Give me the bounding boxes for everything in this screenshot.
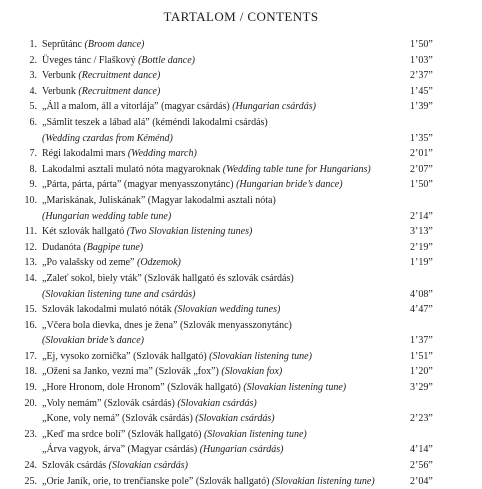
track-title-original: „Árva vagyok, árva” (Magyar csárdás): [42, 444, 198, 456]
track-number: 17.: [24, 350, 37, 362]
track-title-original: „Párta, párta, párta” (magyar menyasszonytánc): [42, 179, 234, 191]
track-number: 18.: [24, 366, 37, 378]
track-title-original: „Kone, voly nemá” (Szlovák csárdás): [42, 413, 193, 425]
track-row: [0, 193, 482, 209]
track-duration: 1’37”: [410, 335, 433, 347]
track-row: [0, 458, 482, 474]
track-row: [0, 53, 482, 69]
track-title: [42, 411, 275, 427]
track-row: [0, 37, 482, 53]
track-number: 24.: [24, 460, 37, 472]
track-row: [0, 177, 482, 193]
track-title-english: (Slovakian csárdás): [106, 460, 188, 472]
track-title-original: „Áll a malom, áll a vitorlája” (magyar csárdás): [42, 101, 230, 113]
track-number: 15.: [24, 304, 37, 316]
track-title-original: „Po valašsky od zeme”: [42, 257, 135, 269]
track-title-english: (Hungarian csárdás): [229, 101, 316, 113]
track-title-english: (Hungarian wedding table tune): [42, 210, 172, 222]
track-title: [42, 255, 181, 271]
track-row: [0, 99, 482, 115]
track-row: [0, 380, 482, 396]
track-title-english: (Odzemok): [134, 257, 181, 269]
track-row: [0, 333, 482, 349]
track-title-original: Szlovák csárdás: [42, 460, 107, 472]
track-row: [0, 287, 482, 303]
track-number: 13.: [24, 257, 37, 269]
track-title: [42, 396, 257, 412]
track-title-original: Szlovák lakodalmi mulató nóták: [42, 304, 172, 316]
track-title: [42, 364, 282, 380]
track-title: [42, 427, 307, 443]
track-title-original: „Oženi sa Janko, vezni ma” (Szlovák „fox”): [42, 366, 219, 378]
track-title-original: Seprűtánc: [42, 39, 82, 50]
track-title-english: (Slovakian fox): [218, 366, 283, 378]
track-title: [42, 240, 143, 256]
track-duration: 4’47”: [410, 304, 433, 316]
track-duration: 2’04”: [410, 475, 433, 487]
track-duration: 2’01”: [410, 148, 433, 160]
track-title-original: „Keď ma srdce bolí” (Szlovák hallgató): [42, 428, 202, 440]
track-title-english: (Two Slovakian listening tunes): [124, 226, 253, 238]
track-duration: 1’45”: [410, 85, 433, 97]
track-row: [0, 396, 482, 412]
track-duration: 4’08”: [410, 288, 433, 300]
track-number: 1.: [29, 39, 37, 50]
track-title: [42, 162, 371, 178]
track-row: [0, 302, 482, 318]
track-duration: 4’14”: [410, 444, 433, 456]
track-duration: 1’51”: [410, 350, 433, 362]
track-title: [42, 380, 346, 396]
track-duration: 1’03”: [410, 54, 433, 66]
track-title-original: Két szlovák hallgató: [42, 226, 125, 238]
track-title-english: (Slovakian csárdás): [174, 397, 257, 409]
track-title-english: (Slovakian listening tune): [206, 350, 312, 362]
track-duration: 1’50”: [410, 179, 433, 191]
track-title: [42, 99, 316, 115]
track-duration: 2’23”: [410, 413, 433, 425]
track-title: [42, 349, 312, 365]
track-title-english: (Recruitment dance): [75, 85, 161, 97]
track-title-original: „Včera bola dievka, dnes je žena” (Szlovák menyasszonytánc): [42, 319, 292, 331]
track-title-original: „Mariskának, Juliskának” (Magyar lakodalmi asztali nóta): [42, 194, 276, 206]
track-number: 9.: [29, 179, 37, 191]
track-duration: 1’19”: [410, 257, 433, 269]
track-row: [0, 84, 482, 100]
track-title-english: (Bottle dance): [135, 54, 196, 66]
track-number: 12.: [24, 241, 37, 253]
track-title: [42, 442, 284, 458]
track-row: [0, 131, 482, 147]
track-row: [0, 318, 482, 334]
track-title-original: „Sámlit teszek a lábad alá” (kéméndi lakodalmi csárdás): [42, 116, 268, 128]
track-duration: 2’07”: [410, 163, 433, 175]
track-duration: 1’20”: [410, 366, 433, 378]
track-row: [0, 68, 482, 84]
track-row: [0, 411, 482, 427]
track-title: [42, 37, 144, 53]
track-title-english: (Slovakian wedding tunes): [171, 304, 281, 316]
track-title-english: (Wedding table tune for Hungarians): [220, 163, 371, 175]
track-title-english: (Slovakian listening tune and csárdás): [42, 288, 196, 300]
track-title: [42, 146, 197, 162]
track-row: [0, 364, 482, 380]
track-row: [0, 209, 482, 225]
track-row: [0, 162, 482, 178]
page-title: TARTALOM / CONTENTS: [163, 9, 319, 24]
track-number: 8.: [29, 163, 37, 175]
track-duration: 1’50”: [410, 39, 433, 50]
track-number: 25.: [24, 475, 37, 487]
track-title-original: „Hore Hronom, dole Hronom” (Szlovák hallgató): [42, 382, 241, 394]
track-title-english: (Slovakian csárdás): [192, 413, 275, 425]
track-title: [42, 458, 188, 474]
track-number: 16.: [24, 319, 37, 331]
track-title: [42, 53, 195, 69]
track-title: [42, 287, 196, 303]
track-title: [42, 209, 171, 225]
track-title-english: (Slovakian listening tune): [269, 475, 375, 487]
track-row: [0, 474, 482, 489]
track-title-original: Verbunk: [42, 85, 76, 97]
track-row: [0, 146, 482, 162]
track-number: 7.: [29, 148, 37, 160]
track-duration: 1’35”: [410, 132, 433, 144]
track-title-english: (Hungarian csárdás): [197, 444, 284, 456]
track-row: [0, 427, 482, 443]
track-title-original: Üveges tánc / Flaškový: [42, 54, 136, 66]
track-duration: 2’14”: [410, 210, 433, 222]
track-number: 6.: [29, 116, 37, 128]
track-title: [42, 115, 268, 131]
track-title-original: „Ej, vysoko zornička” (Szlovák hallgató): [42, 350, 207, 362]
track-title-original: Dudanóta: [42, 241, 81, 253]
track-title: [42, 474, 375, 489]
track-title-original: „Zaleť sokol, biely vták” (Szlovák hallgató és szlovák csárdás): [42, 272, 294, 284]
track-row: [0, 115, 482, 131]
track-row: [0, 240, 482, 256]
track-title: [42, 177, 343, 193]
track-duration: 3’13”: [410, 226, 433, 238]
track-row: [0, 271, 482, 287]
track-title-english: (Slovakian bride’s dance): [42, 335, 145, 347]
track-title-original: „Voly nemám” (Szlovák csárdás): [42, 397, 175, 409]
track-title: [42, 68, 160, 84]
track-title: [42, 333, 144, 349]
track-title-english: (Hungarian bride’s dance): [233, 179, 343, 191]
track-title-original: „Orie Janík, orie, to trenčianske pole” (Szlovák hallgató): [42, 475, 270, 487]
track-duration: 2’37”: [410, 70, 433, 82]
track-title-english: (Wedding march): [125, 148, 197, 160]
track-title-original: Régi lakodalmi mars: [42, 148, 126, 160]
track-duration: 3’29”: [410, 382, 433, 394]
track-title: [42, 224, 252, 240]
track-title: [42, 131, 173, 147]
track-number: 3.: [29, 70, 37, 82]
track-duration: 2’19”: [410, 241, 433, 253]
track-list: [0, 37, 482, 489]
track-row: [0, 255, 482, 271]
track-number: 23.: [24, 428, 37, 440]
track-title: [42, 318, 292, 334]
track-number: 19.: [24, 382, 37, 394]
track-duration: 1’39”: [410, 101, 433, 113]
track-title-english: (Slovakian listening tune): [240, 382, 347, 394]
track-title: [42, 193, 276, 209]
track-row: [0, 224, 482, 240]
track-number: 14.: [24, 272, 37, 284]
track-title-english: (Slovakian listening tune): [201, 428, 307, 440]
track-title: [42, 84, 160, 100]
track-title-english: (Wedding czardas from Kéménd): [42, 132, 173, 144]
track-title-english: (Recruitment dance): [75, 70, 161, 82]
track-title: [42, 302, 280, 318]
track-title: [42, 271, 294, 287]
track-number: 11.: [24, 226, 37, 238]
track-number: 10.: [24, 194, 37, 206]
track-row: [0, 349, 482, 365]
track-row: [0, 442, 482, 458]
track-number: 5.: [29, 101, 37, 113]
track-title-original: Lakodalmi asztali mulató nóta magyaroknak: [42, 163, 221, 175]
track-number: 2.: [29, 54, 37, 66]
track-title-english: (Broom dance): [82, 39, 145, 50]
track-duration: 2’56”: [410, 460, 433, 472]
track-number: 20.: [24, 397, 37, 409]
track-number: 4.: [29, 85, 37, 97]
track-title-original: Verbunk: [42, 70, 76, 82]
track-title-english: (Bagpipe tune): [80, 241, 144, 253]
